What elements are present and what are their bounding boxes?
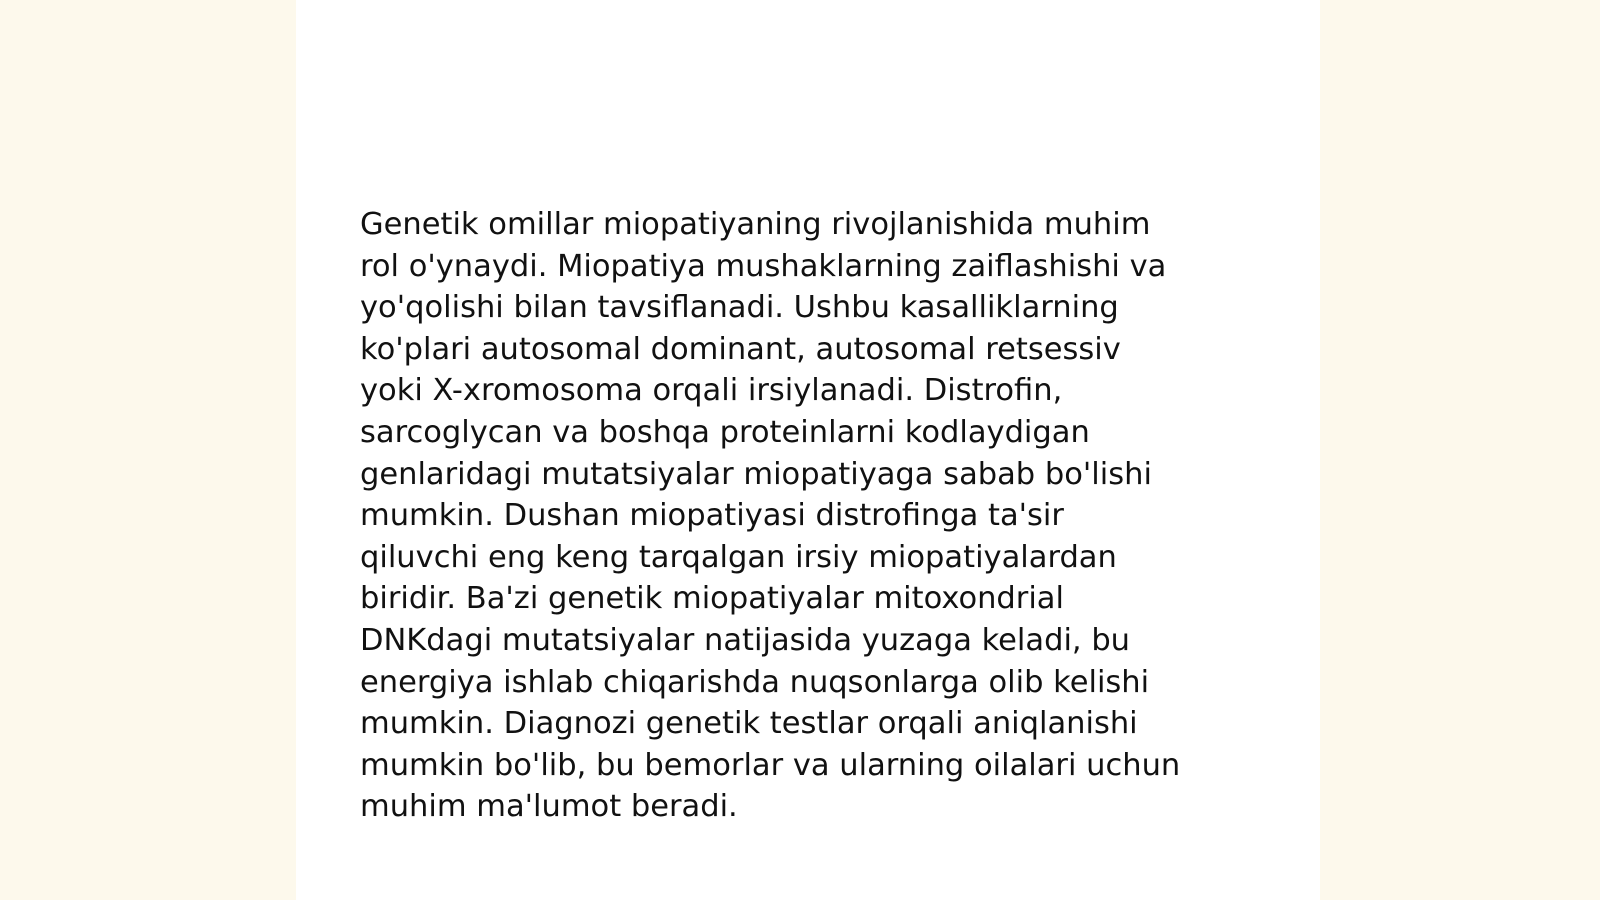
text-line: DNKdagi mutatsiyalar natijasida yuzaga keladi, bu: [360, 622, 1131, 658]
text-line: biridir. Ba'zi genetik miopatiyalar mitoxondrial: [360, 581, 1064, 617]
text-line: rol o'ynaydi. Miopatiya mushaklarning zaiflashishi va: [360, 248, 1167, 284]
text-line: sarcoglycan va boshqa proteinlarni kodlaydigan: [360, 414, 1090, 450]
text-line: muhim ma'lumot beradi.: [360, 789, 738, 825]
text-line: genlaridagi mutatsiyalar miopatiyaga sabab bo'lishi: [360, 456, 1152, 492]
text-line: yoki X-xromosoma orqali irsiylanadi. Distrofin,: [360, 373, 1063, 409]
text-line: Genetik omillar miopatiyaning rivojlanishida muhim: [360, 207, 1151, 242]
text-line: energiya ishlab chiqarishda nuqsonlarga olib kelishi: [360, 664, 1150, 700]
text-line: yo'qolishi bilan tavsiflanadi. Ushbu kasalliklarning: [360, 290, 1119, 326]
text-line: ko'plari autosomal dominant, autosomal retsessiv: [360, 331, 1121, 367]
text-line: mumkin. Dushan miopatiyasi distrofinga ta'sir: [360, 498, 1064, 534]
text-line: mumkin bo'lib, bu bemorlar va ularning oilalari uchun: [360, 747, 1181, 783]
text-line: qiluvchi eng keng tarqalgan irsiy miopatiyalardan: [360, 539, 1117, 575]
text-line: mumkin. Diagnozi genetik testlar orqali aniqlanishi: [360, 706, 1138, 742]
document-page: [296, 0, 1320, 900]
body-paragraph: [360, 204, 1260, 828]
